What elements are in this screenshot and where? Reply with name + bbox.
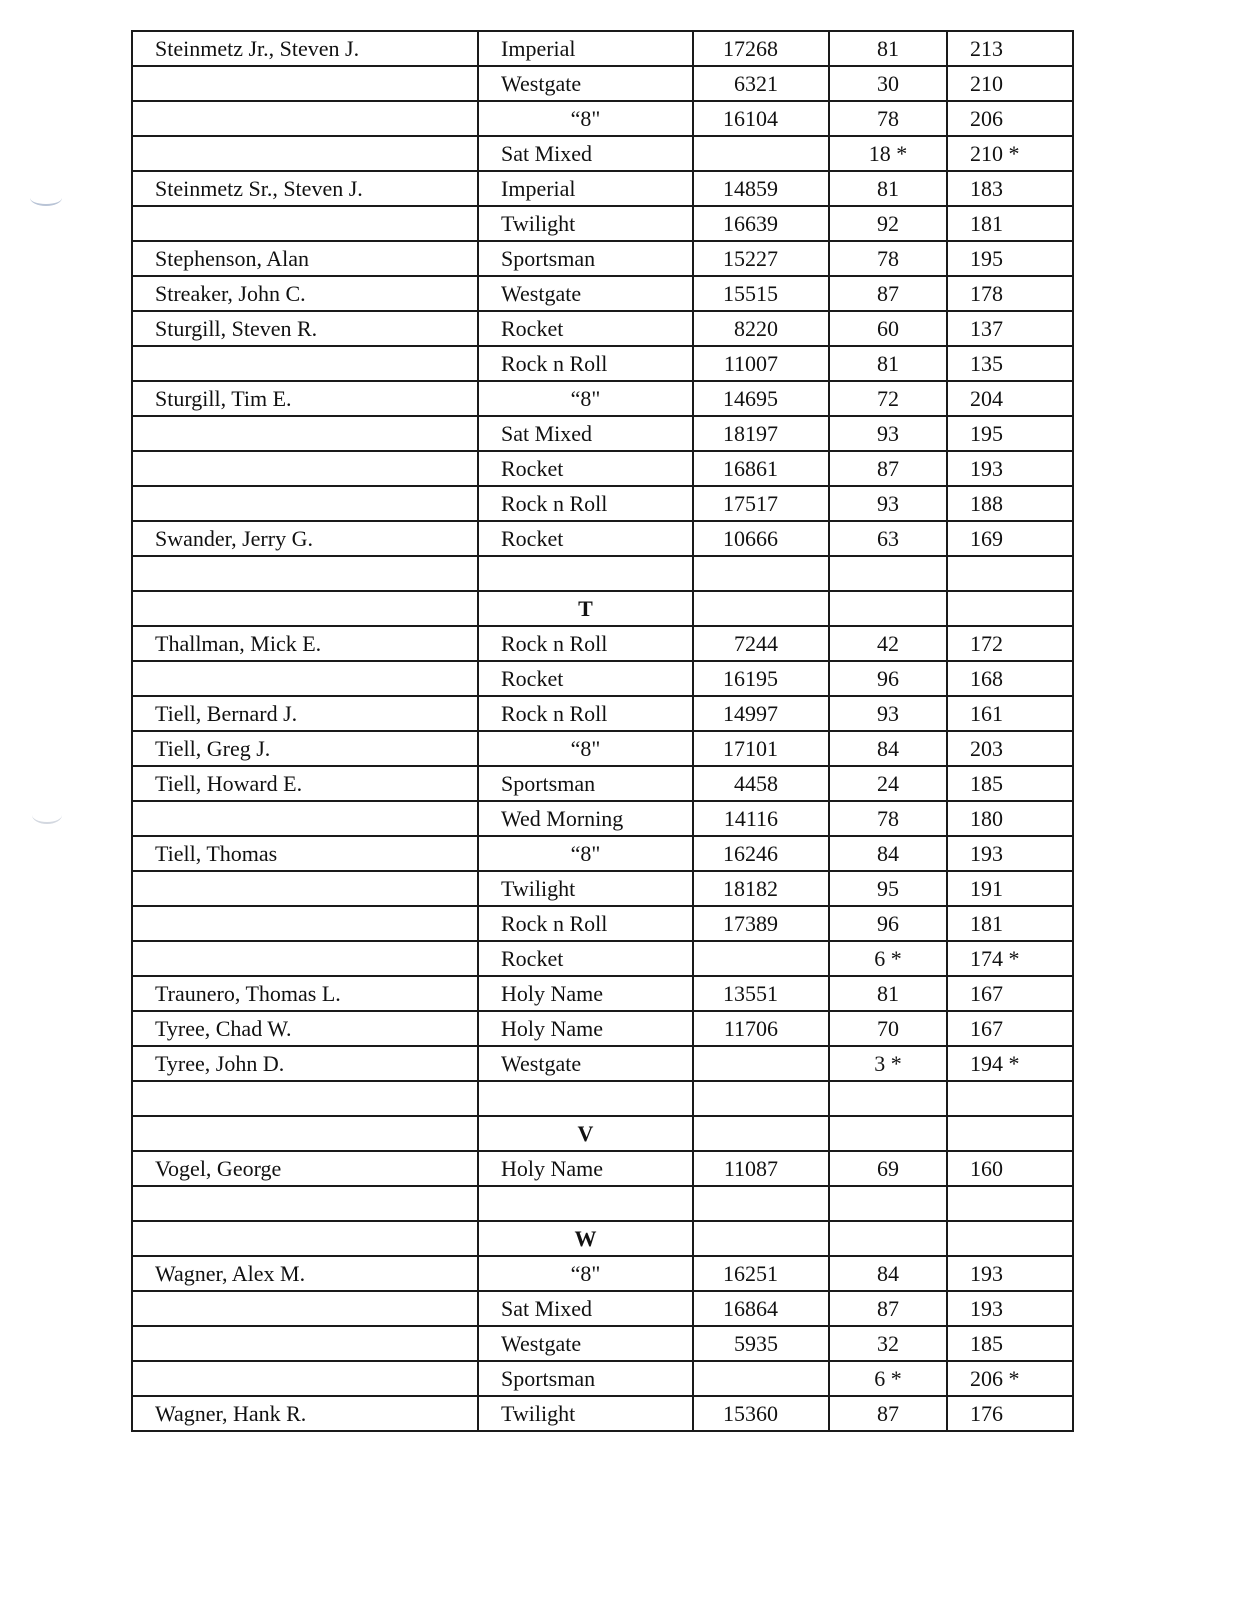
games-count: 84: [829, 731, 947, 766]
league-name: Rocket: [478, 521, 693, 556]
league-name: “8": [478, 101, 693, 136]
pin-total: 11706: [693, 1011, 829, 1046]
bowler-name: Tyree, Chad W.: [132, 1011, 478, 1046]
games-count: 92: [829, 206, 947, 241]
bowler-name: Wagner, Alex M.: [132, 1256, 478, 1291]
league-name: Rock n Roll: [478, 626, 693, 661]
games-count: [829, 1186, 947, 1221]
average: 137: [947, 311, 1073, 346]
section-letter-row: [132, 1116, 1073, 1151]
table-row: [132, 451, 1073, 486]
pin-total: 13551: [693, 976, 829, 1011]
average: 181: [947, 906, 1073, 941]
bowler-name: Tiell, Thomas: [132, 836, 478, 871]
table-row: [132, 206, 1073, 241]
pin-total: 17517: [693, 486, 829, 521]
pin-total: 16861: [693, 451, 829, 486]
games-count: 93: [829, 696, 947, 731]
games-count: 81: [829, 31, 947, 66]
table-row: [132, 1046, 1073, 1081]
average: 210: [947, 66, 1073, 101]
bowler-name: [132, 486, 478, 521]
league-name: Rock n Roll: [478, 906, 693, 941]
bowler-name: [132, 1326, 478, 1361]
games-count: 30: [829, 66, 947, 101]
pin-total: 16246: [693, 836, 829, 871]
average: 169: [947, 521, 1073, 556]
games-count: 81: [829, 976, 947, 1011]
bowler-name: [132, 451, 478, 486]
average: [947, 591, 1073, 626]
league-name: “8": [478, 1256, 693, 1291]
pin-total: [693, 1361, 829, 1396]
pin-total: 17389: [693, 906, 829, 941]
bowler-name: Tiell, Howard E.: [132, 766, 478, 801]
average: 193: [947, 451, 1073, 486]
table-row: [132, 906, 1073, 941]
league-name: “8": [478, 381, 693, 416]
table-row: [132, 661, 1073, 696]
league-name: “8": [478, 836, 693, 871]
league-name: Twilight: [478, 871, 693, 906]
blank-row: [132, 1186, 1073, 1221]
pin-total: 4458: [693, 766, 829, 801]
league-name: Sat Mixed: [478, 1291, 693, 1326]
average: 135: [947, 346, 1073, 381]
pin-total: [693, 556, 829, 591]
pin-total: [693, 1116, 829, 1151]
pin-total: 16864: [693, 1291, 829, 1326]
league-name: Rocket: [478, 661, 693, 696]
pin-total: 15515: [693, 276, 829, 311]
league-name: Rocket: [478, 941, 693, 976]
table-row: [132, 1326, 1073, 1361]
league-name: Rock n Roll: [478, 486, 693, 521]
table-row: [132, 1396, 1073, 1431]
bowler-name: Swander, Jerry G.: [132, 521, 478, 556]
league-name: [478, 1081, 693, 1116]
league-name: Westgate: [478, 1326, 693, 1361]
bowler-name: [132, 346, 478, 381]
pin-total: 16104: [693, 101, 829, 136]
average: 160: [947, 1151, 1073, 1186]
league-name: Sportsman: [478, 1361, 693, 1396]
bowler-name: [132, 871, 478, 906]
average: 185: [947, 1326, 1073, 1361]
pin-total: 18197: [693, 416, 829, 451]
games-count: 63: [829, 521, 947, 556]
average: 204: [947, 381, 1073, 416]
table-row: [132, 696, 1073, 731]
average: [947, 1116, 1073, 1151]
games-count: 78: [829, 241, 947, 276]
bowler-name: [132, 1116, 478, 1151]
average: 213: [947, 31, 1073, 66]
table-row: [132, 521, 1073, 556]
table-row: [132, 31, 1073, 66]
league-name: Sportsman: [478, 766, 693, 801]
bowler-name: Steinmetz Sr., Steven J.: [132, 171, 478, 206]
pin-total: 14859: [693, 171, 829, 206]
table-row: [132, 171, 1073, 206]
pin-total: [693, 1046, 829, 1081]
bowler-name: [132, 206, 478, 241]
games-count: [829, 556, 947, 591]
table-row: [132, 836, 1073, 871]
table-row: [132, 1011, 1073, 1046]
league-name: Rocket: [478, 311, 693, 346]
bowler-name: [132, 906, 478, 941]
bowler-name: [132, 416, 478, 451]
games-count: 95: [829, 871, 947, 906]
section-letter: T: [478, 591, 693, 626]
table-row: [132, 731, 1073, 766]
bowler-name: [132, 66, 478, 101]
games-count: 93: [829, 486, 947, 521]
games-count: 96: [829, 906, 947, 941]
average: [947, 556, 1073, 591]
average: 195: [947, 416, 1073, 451]
games-count: 24: [829, 766, 947, 801]
pin-total: 8220: [693, 311, 829, 346]
average: 176: [947, 1396, 1073, 1431]
table-row: [132, 941, 1073, 976]
average: 193: [947, 1256, 1073, 1291]
games-count: 32: [829, 1326, 947, 1361]
average: 167: [947, 976, 1073, 1011]
games-count: 60: [829, 311, 947, 346]
average: 210 *: [947, 136, 1073, 171]
table-row: [132, 801, 1073, 836]
bowler-name: Streaker, John C.: [132, 276, 478, 311]
games-count: [829, 1221, 947, 1256]
pin-total: 16639: [693, 206, 829, 241]
league-name: [478, 556, 693, 591]
average: 203: [947, 731, 1073, 766]
average: [947, 1186, 1073, 1221]
table-row: [132, 976, 1073, 1011]
bowler-name: [132, 1221, 478, 1256]
bowler-name: Sturgill, Tim E.: [132, 381, 478, 416]
table-row: [132, 1256, 1073, 1291]
pin-total: [693, 941, 829, 976]
average: 180: [947, 801, 1073, 836]
bowler-name: [132, 1361, 478, 1396]
table-row: [132, 1291, 1073, 1326]
bowler-name: [132, 556, 478, 591]
average: 174 *: [947, 941, 1073, 976]
league-name: Imperial: [478, 31, 693, 66]
bowler-name: Thallman, Mick E.: [132, 626, 478, 661]
bowler-name: [132, 591, 478, 626]
table-row: [132, 486, 1073, 521]
games-count: 87: [829, 451, 947, 486]
bowler-name: [132, 101, 478, 136]
table-row: [132, 1151, 1073, 1186]
average: 185: [947, 766, 1073, 801]
blank-row: [132, 556, 1073, 591]
average: 191: [947, 871, 1073, 906]
pin-total: [693, 1081, 829, 1116]
table-row: [132, 381, 1073, 416]
games-count: 72: [829, 381, 947, 416]
pin-total: 5935: [693, 1326, 829, 1361]
bowler-name: Tyree, John D.: [132, 1046, 478, 1081]
bowler-name: [132, 661, 478, 696]
average: [947, 1081, 1073, 1116]
pin-total: 16195: [693, 661, 829, 696]
table-row: [132, 416, 1073, 451]
section-letter: V: [478, 1116, 693, 1151]
pin-total: [693, 591, 829, 626]
pin-total: 14997: [693, 696, 829, 731]
table-row: [132, 136, 1073, 171]
bowler-name: Sturgill, Steven R.: [132, 311, 478, 346]
games-count: 69: [829, 1151, 947, 1186]
bowler-name: [132, 1081, 478, 1116]
games-count: 81: [829, 346, 947, 381]
table-row: [132, 241, 1073, 276]
pin-total: 15360: [693, 1396, 829, 1431]
average: 168: [947, 661, 1073, 696]
games-count: [829, 591, 947, 626]
scan-artifact-mark: [32, 806, 62, 824]
pin-total: 11087: [693, 1151, 829, 1186]
average: 206 *: [947, 1361, 1073, 1396]
games-count: 3 *: [829, 1046, 947, 1081]
league-name: Wed Morning: [478, 801, 693, 836]
pin-total: 16251: [693, 1256, 829, 1291]
bowler-name: Vogel, George: [132, 1151, 478, 1186]
pin-total: 17268: [693, 31, 829, 66]
bowler-name: Stephenson, Alan: [132, 241, 478, 276]
table-row: [132, 311, 1073, 346]
table-row: [132, 346, 1073, 381]
league-name: Rock n Roll: [478, 346, 693, 381]
table-row: [132, 626, 1073, 661]
pin-total: 6321: [693, 66, 829, 101]
games-count: 93: [829, 416, 947, 451]
bowler-name: Steinmetz Jr., Steven J.: [132, 31, 478, 66]
table-row: [132, 766, 1073, 801]
games-count: 81: [829, 171, 947, 206]
bowler-name: [132, 1291, 478, 1326]
average: 178: [947, 276, 1073, 311]
league-name: Sat Mixed: [478, 416, 693, 451]
pin-total: 10666: [693, 521, 829, 556]
league-name: Westgate: [478, 66, 693, 101]
pin-total: 14695: [693, 381, 829, 416]
league-name: Twilight: [478, 206, 693, 241]
average: [947, 1221, 1073, 1256]
pin-total: [693, 136, 829, 171]
bowler-name: Tiell, Bernard J.: [132, 696, 478, 731]
league-name: Holy Name: [478, 1011, 693, 1046]
league-name: Sat Mixed: [478, 136, 693, 171]
average: 195: [947, 241, 1073, 276]
average: 193: [947, 836, 1073, 871]
games-count: 87: [829, 1396, 947, 1431]
bowler-averages-table: [131, 30, 1074, 1432]
games-count: 70: [829, 1011, 947, 1046]
games-count: 84: [829, 836, 947, 871]
blank-row: [132, 1081, 1073, 1116]
bowler-name: [132, 1186, 478, 1221]
league-name: Rocket: [478, 451, 693, 486]
average: 206: [947, 101, 1073, 136]
games-count: 87: [829, 1291, 947, 1326]
table-row: [132, 276, 1073, 311]
bowler-name: Wagner, Hank R.: [132, 1396, 478, 1431]
bowler-name: [132, 801, 478, 836]
games-count: 84: [829, 1256, 947, 1291]
games-count: 78: [829, 101, 947, 136]
pin-total: [693, 1221, 829, 1256]
games-count: [829, 1081, 947, 1116]
league-name: Sportsman: [478, 241, 693, 276]
average: 193: [947, 1291, 1073, 1326]
games-count: 78: [829, 801, 947, 836]
bowler-name: [132, 136, 478, 171]
games-count: 6 *: [829, 1361, 947, 1396]
league-name: “8": [478, 731, 693, 766]
league-name: Westgate: [478, 276, 693, 311]
average: 167: [947, 1011, 1073, 1046]
pin-total: 14116: [693, 801, 829, 836]
average: 183: [947, 171, 1073, 206]
average: 194 *: [947, 1046, 1073, 1081]
games-count: [829, 1116, 947, 1151]
average: 161: [947, 696, 1073, 731]
average: 181: [947, 206, 1073, 241]
games-count: 42: [829, 626, 947, 661]
league-name: Westgate: [478, 1046, 693, 1081]
average: 188: [947, 486, 1073, 521]
games-count: 87: [829, 276, 947, 311]
pin-total: 18182: [693, 871, 829, 906]
league-name: [478, 1186, 693, 1221]
bowler-name: Tiell, Greg J.: [132, 731, 478, 766]
section-letter-row: [132, 591, 1073, 626]
pin-total: 11007: [693, 346, 829, 381]
scan-artifact-mark: [30, 190, 62, 206]
table-row: [132, 101, 1073, 136]
games-count: 6 *: [829, 941, 947, 976]
league-name: Holy Name: [478, 1151, 693, 1186]
league-name: Rock n Roll: [478, 696, 693, 731]
table-body: [132, 31, 1073, 1431]
section-letter-row: [132, 1221, 1073, 1256]
league-name: Imperial: [478, 171, 693, 206]
games-count: 96: [829, 661, 947, 696]
games-count: 18 *: [829, 136, 947, 171]
section-letter: W: [478, 1221, 693, 1256]
pin-total: 15227: [693, 241, 829, 276]
pin-total: 17101: [693, 731, 829, 766]
table-row: [132, 871, 1073, 906]
bowler-name: Traunero, Thomas L.: [132, 976, 478, 1011]
pin-total: [693, 1186, 829, 1221]
league-name: Twilight: [478, 1396, 693, 1431]
bowler-name: [132, 941, 478, 976]
table-row: [132, 66, 1073, 101]
average: 172: [947, 626, 1073, 661]
table-row: [132, 1361, 1073, 1396]
league-name: Holy Name: [478, 976, 693, 1011]
pin-total: 7244: [693, 626, 829, 661]
